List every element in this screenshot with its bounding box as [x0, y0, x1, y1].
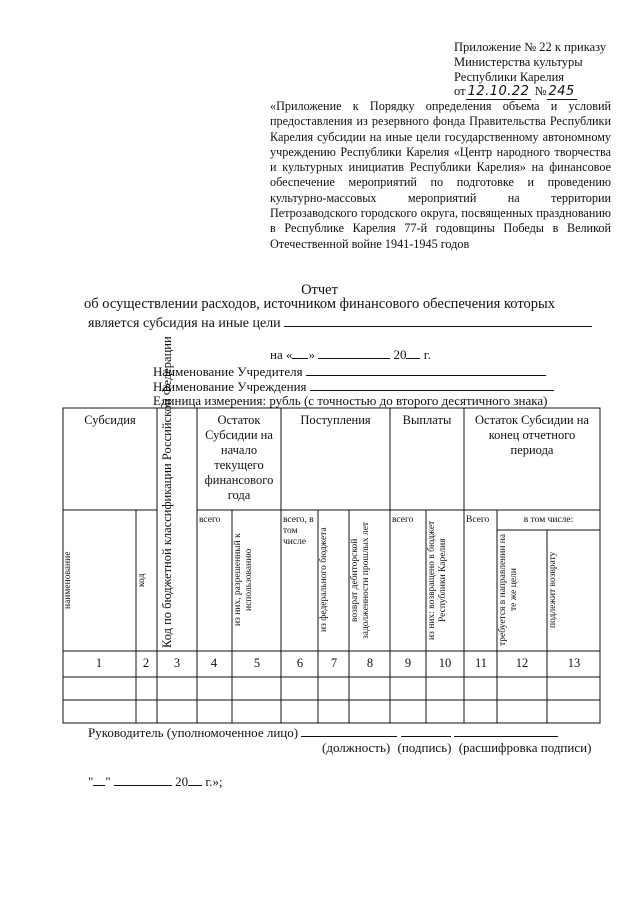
annex-line-2: Министерства культуры	[454, 55, 583, 69]
subheader-payments-total: всего	[392, 515, 414, 525]
signing-year: 20	[175, 774, 189, 789]
col-number: 6	[296, 656, 304, 670]
signing-year-blank[interactable]	[188, 773, 202, 786]
table-row[interactable]	[63, 677, 600, 700]
preamble-text: «Приложение к Порядку определения объема и условий предоставления из резервного фонда Правительства Республики Карелия субсидии на иные цели государственному автономному учреждению Республики Карелия «Центр народного творчества и культурных инициатив Республики Карелия» на финансовое обеспечение мероприятий по подготовке и проведению культурно-массовых мероприятий на территории Петрозаводского городского округа, посвященных празднованию в Республике Карелия 77-й годовщины Победы в Великой Отечественной войне 1941-1945 годов	[270, 99, 611, 251]
decode-caption: (расшифровка подписи)	[458, 740, 592, 755]
subheader-opening-total: всего	[199, 515, 221, 525]
report-title-line-2-text: является субсидия на иные цели	[88, 316, 281, 331]
table-row[interactable]	[63, 700, 600, 723]
header-receipts: Поступления	[300, 413, 371, 427]
col-number: 4	[210, 656, 218, 670]
signing-date-line	[88, 773, 223, 790]
header-payments: Выплаты	[402, 413, 452, 427]
subheader-return-due: подлежит возврату	[548, 551, 558, 629]
col-number: 7	[330, 656, 338, 670]
col-number: 2	[142, 656, 150, 670]
subheader-closing-total: Всего	[466, 515, 490, 525]
annex-number-sign: №	[534, 84, 547, 98]
header-subsidy: Субсидия	[84, 413, 136, 427]
header-budget-code: Код по бюджетной классификации Российской Федерации	[160, 336, 174, 648]
decode-blank[interactable]	[454, 724, 558, 737]
institution-label: Наименование Учреждения	[153, 379, 307, 394]
header-closing-balance: Остаток Субсидии на конец отчетного периода	[475, 413, 589, 457]
signature-caption: (подпись)	[397, 740, 452, 755]
position-caption: (должность)	[322, 740, 391, 755]
subheader-debt-return: возврат дебиторской задолженности прошлых лет	[350, 521, 371, 639]
subheader-name: наименование	[63, 551, 73, 609]
subheader-receipts-total: всего, в том числе	[283, 515, 314, 547]
position-blank[interactable]	[301, 724, 397, 737]
unit-line: Единица измерения: рубль (с точностью до второго десятичного знака)	[153, 393, 548, 408]
subheader-code: код	[137, 573, 147, 587]
annex-line-1: Приложение № 22 к приказу	[454, 40, 607, 54]
col-number: 5	[253, 656, 261, 670]
head-label: Руководитель (уполномоченное лицо)	[88, 725, 299, 740]
subheader-required: требуется в направлении на те же цели	[498, 533, 519, 647]
annex-line-3: Республики Карелия	[454, 70, 565, 84]
col-number: 13	[567, 656, 581, 670]
subheader-returned: из них: возвращено в бюджет Республики Карелия	[427, 520, 448, 640]
col-number: 10	[438, 656, 452, 670]
founder-label: Наименование Учредителя	[153, 364, 303, 379]
col-number: 3	[173, 656, 181, 670]
annex-number: 245	[548, 84, 575, 99]
subheader-allowed: из них, разрешенный к использованию	[233, 533, 254, 627]
report-heading: Отчет	[301, 282, 338, 298]
signing-month-blank[interactable]	[114, 773, 172, 786]
date-quote-open: "	[88, 774, 94, 789]
col-number: 8	[366, 656, 374, 670]
signature-captions	[322, 740, 591, 756]
signature-blank[interactable]	[401, 724, 451, 737]
report-date-mid: »	[308, 347, 315, 362]
annex-date: 12.10.22	[467, 84, 530, 99]
report-title-line-1: об осуществлении расходов, источником финансового обеспечения которых	[84, 296, 555, 312]
signing-day-blank[interactable]	[93, 773, 105, 786]
annex-date-prefix: от	[454, 84, 466, 98]
report-date-year: 20	[393, 347, 407, 362]
subheader-federal: из федерального бюджета	[319, 527, 329, 633]
signature-line	[88, 724, 558, 741]
date-quote-close: "	[105, 774, 111, 789]
col-number: 9	[404, 656, 412, 670]
report-date-prefix: на «	[270, 347, 293, 362]
subheader-including: в том числе:	[523, 515, 574, 525]
report-date-suffix: г.	[423, 347, 431, 362]
col-number: 1	[95, 656, 103, 670]
header-opening-balance: Остаток Субсидии на начало текущего финансового года	[204, 413, 274, 502]
col-number: 11	[474, 656, 488, 670]
col-number: 12	[515, 656, 529, 670]
signing-date-end: г.»;	[205, 774, 223, 789]
